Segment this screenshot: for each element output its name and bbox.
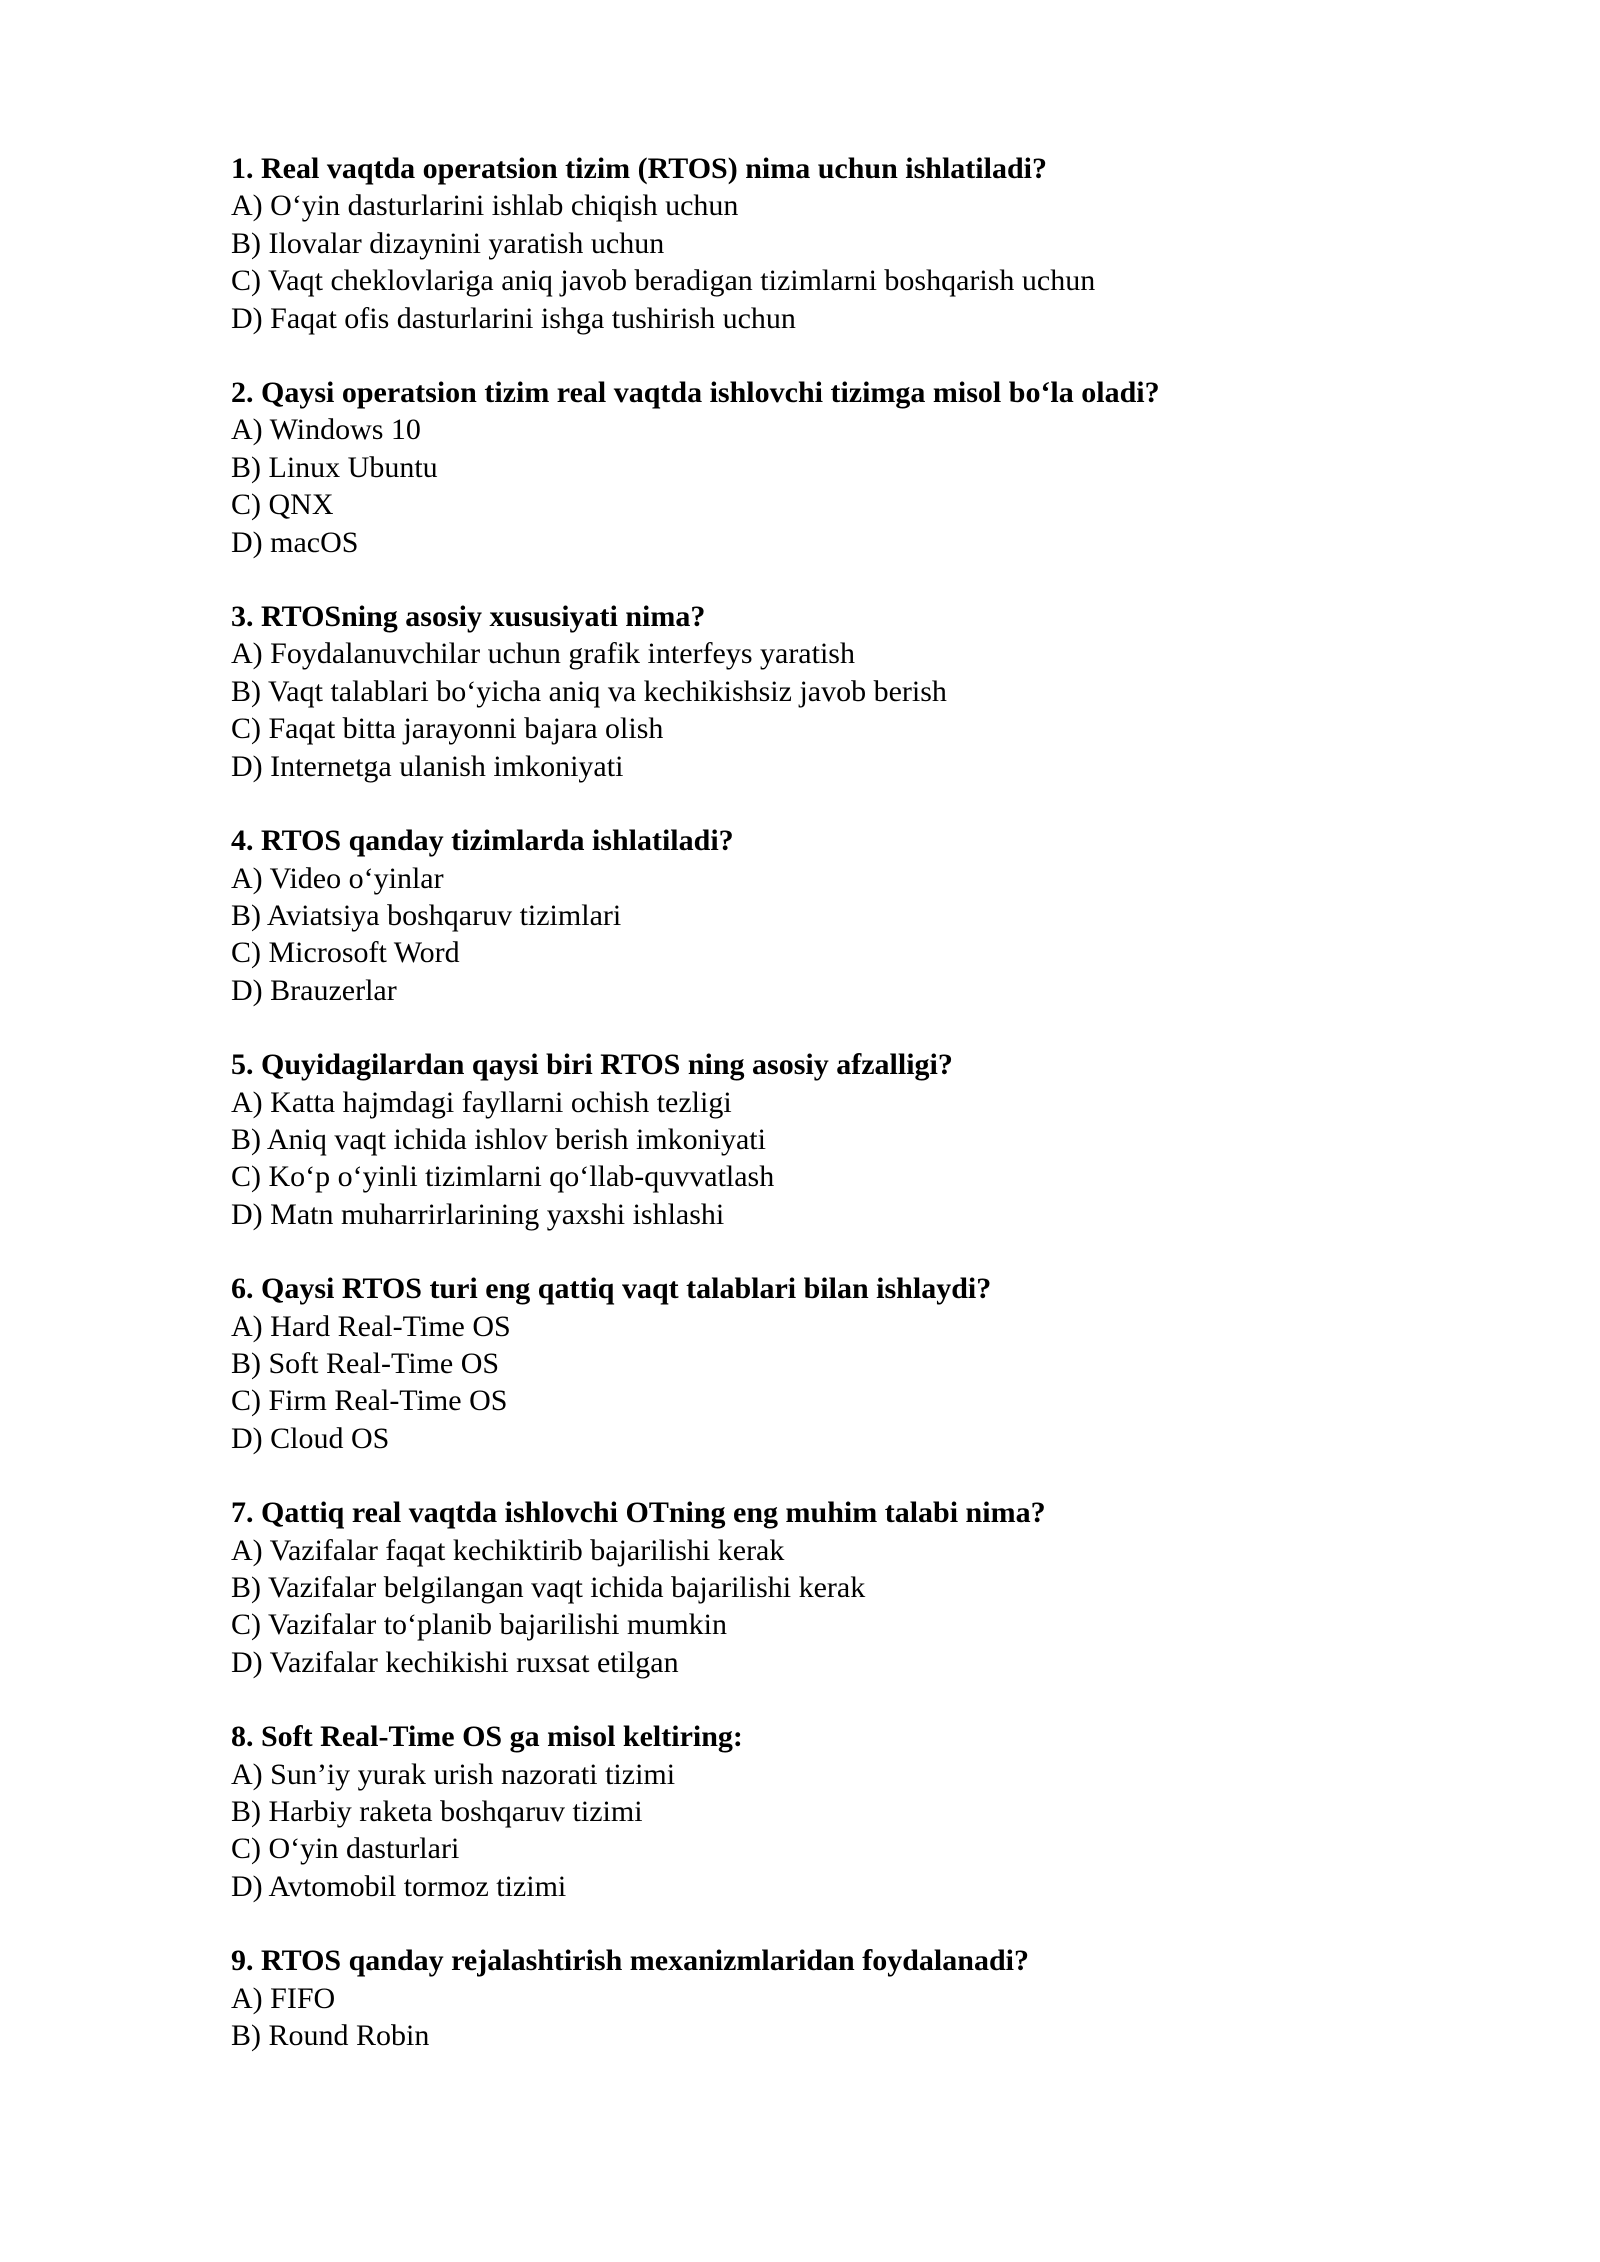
option-b: B) Harbiy raketa boshqaruv tizimi [231,1795,643,1829]
option-c: C) O‘yin dasturlari [231,1832,460,1866]
option-c: C) Vazifalar to‘planib bajarilishi mumkin [231,1608,727,1642]
question-9 [231,1942,1531,2054]
option-a: A) Katta hajmdagi fayllarni ochish tezligi [231,1085,732,1119]
question-title: 7. Qattiq real vaqtda ishlovchi OTning eng muhim talabi nima? [231,1496,1046,1530]
question-3 [231,598,1531,785]
option-c: C) Firm Real-Time OS [231,1384,508,1418]
option-b: B) Ilovalar dizaynini yaratish uchun [231,226,665,260]
option-d: D) Cloud OS [231,1421,390,1455]
option-b: B) Vazifalar belgilangan vaqt ichida bajarilishi kerak [231,1571,866,1604]
question-title: 3. RTOSning asosiy xususiyati nima? [231,600,706,634]
option-b: B) Round Robin [231,2019,430,2053]
option-a: A) O‘yin dasturlarini ishlab chiqish uchun [231,189,739,223]
option-d: D) Brauzerlar [231,973,397,1007]
question-title: 1. Real vaqtda operatsion tizim (RTOS) nima uchun ishlatiladi? [231,152,1047,185]
question-title: 6. Qaysi RTOS turi eng qattiq vaqt talablari bilan ishlaydi? [231,1272,992,1306]
option-c: C) Vaqt cheklovlariga aniq javob beradigan tizimlarni boshqarish uchun [231,264,1096,298]
option-c: C) Ko‘p o‘yinli tizimlarni qo‘llab-quvvatlash [231,1160,775,1194]
question-6 [231,1270,1531,1457]
question-title: 9. RTOS qanday rejalashtirish mexanizmlaridan foydalanadi? [231,1944,1029,1978]
option-a: A) Windows 10 [231,413,421,447]
option-a: A) Foydalanuvchilar uchun grafik interfeys yaratish [231,637,855,671]
option-d: D) macOS [231,525,359,559]
document-page [231,150,1531,2091]
option-d: D) Matn muharrirlarining yaxshi ishlashi [231,1197,725,1231]
question-title: 8. Soft Real-Time OS ga misol keltiring: [231,1720,743,1754]
question-2 [231,374,1531,561]
option-d: D) Vazifalar kechikishi ruxsat etilgan [231,1645,679,1679]
option-a: A) Sun’iy yurak urish nazorati tizimi [231,1757,676,1791]
option-b: B) Soft Real-Time OS [231,1346,500,1380]
option-b: B) Vaqt talablari bo‘yicha aniq va kechikishsiz javob berish [231,674,947,708]
option-a: A) Video o‘yinlar [231,861,444,895]
question-title: 4. RTOS qanday tizimlarda ishlatiladi? [231,824,734,858]
option-a: A) Vazifalar faqat kechiktirib bajarilishi kerak [231,1533,785,1567]
option-c: C) Faqat bitta jarayonni bajara olish [231,712,664,746]
question-4 [231,822,1531,1009]
question-title: 5. Quyidagilardan qaysi biri RTOS ning asosiy afzalligi? [231,1048,953,1082]
question-8 [231,1718,1531,1905]
option-c: C) Microsoft Word [231,936,460,970]
option-b: B) Aviatsiya boshqaruv tizimlari [231,898,622,932]
question-title: 2. Qaysi operatsion tizim real vaqtda ishlovchi tizimga misol bo‘la oladi? [231,376,1160,410]
option-a: A) Hard Real-Time OS [231,1309,511,1343]
option-d: D) Faqat ofis dasturlarini ishga tushirish uchun [231,301,796,335]
option-d: D) Internetga ulanish imkoniyati [231,749,624,783]
option-d: D) Avtomobil tormoz tizimi [231,1869,567,1903]
option-b: B) Linux Ubuntu [231,450,438,484]
option-a: A) FIFO [231,1981,336,2015]
question-1 [231,150,1531,337]
option-c: C) QNX [231,488,334,522]
question-7 [231,1494,1531,1681]
option-b: B) Aniq vaqt ichida ishlov berish imkoniyati [231,1122,766,1156]
question-5 [231,1046,1531,1233]
